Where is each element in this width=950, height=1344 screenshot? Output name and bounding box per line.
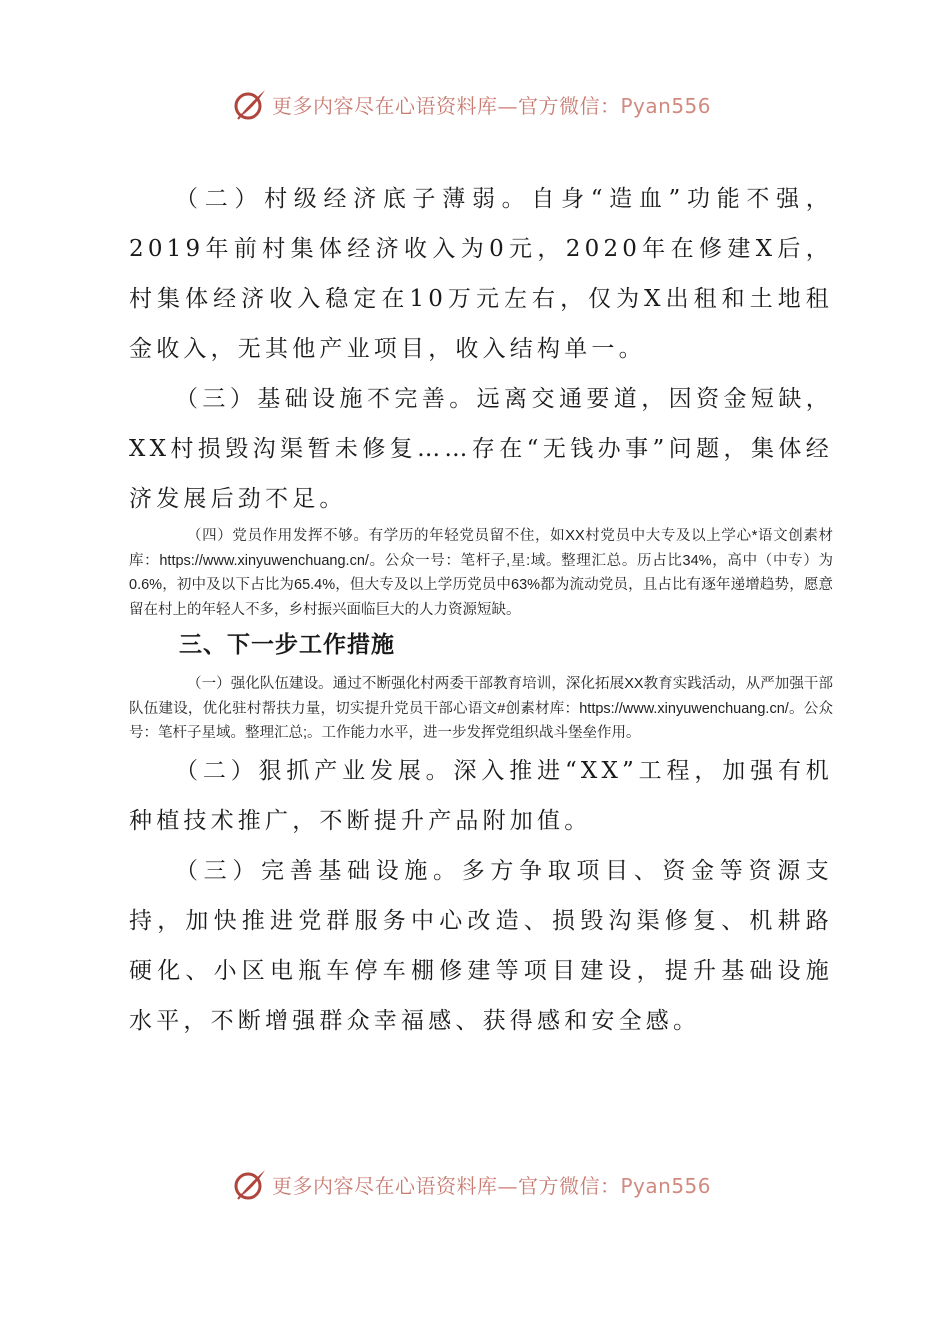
paragraph-village-economy: （二）村级经济底子薄弱。自身“造血”功能不强，2019年前村集体经济收入为0元，2020年在修建X后，村集体经济收入稳定在10万元左右，仅为X出租和土地租金收入，无其他产业项目，收入结构单一。 — [129, 186, 833, 362]
banner-main: 更多内容尽在心语资料库 — [272, 1173, 498, 1198]
banner-wechat-label: 官方微信： — [518, 1173, 621, 1198]
banner-wechat-id: Pyan556 — [620, 1173, 712, 1198]
footer-banner — [232, 1164, 711, 1204]
paragraph-improve-infrastructure: （三）完善基础设施。多方争取项目、资金等资源支持，加快推进党群服务中心改造、损毁沟渠修复、机耕路硬化、小区电瓶车停车棚修建等项目建设，提升基础设施水平，不断增强群众幸福感、获得感和安全感。 — [129, 857, 833, 1034]
paragraph-team-building: （一）强化队伍建设。通过不断强化村两委干部教育培训，深化拓展XX教育实践活动，从严加强干部队伍建设，优化驻村帮扶力量，切实提升党员干部心语文#创素材库：https://www.xinyuwenchuang.cn/。公众号：笔杆子星域。整理汇总;。工作能力水平，进一步发挥党组织战斗堡垒作用。 — [129, 676, 833, 741]
banner-wechat-id: Pyan556 — [620, 93, 712, 118]
banner-wechat-label: 官方微信： — [518, 93, 621, 118]
quill-logo-icon — [232, 86, 268, 122]
paragraph-industry-development: （二）狠抓产业发展。深入推进“XX”工程，加强有机种植技术推广，不断提升产品附加值。 — [129, 757, 833, 834]
banner-text — [272, 90, 711, 119]
banner-text — [272, 1170, 711, 1199]
quill-logo-icon — [232, 1166, 268, 1202]
banner-dash: — — [497, 1173, 518, 1198]
paragraph-infrastructure: （三）基础设施不完善。远离交通要道，因资金短缺，XX村损毁沟渠暂未修复……存在“无钱办事”问题，集体经济发展后劲不足。 — [129, 386, 833, 512]
banner-dash: — — [497, 93, 518, 118]
document-body — [129, 174, 833, 1046]
header-banner — [232, 84, 711, 124]
paragraph-party-members: （四）党员作用发挥不够。有学历的年轻党员留不住，如XX村党员中大专及以上学心*语文创素材库：https://www.xinyuwenchuang.cn/。公众一号：笔杆子,星:域。整理汇总。历占比34%，高中（中专）为0.6%，初中及以下占比为65.4%，但大专及以上学历党员中63%都为流动党员，且占比有逐年递增趋势，愿意留在村上的年轻人不多，乡村振兴面临巨大的人力资源短缺。 — [129, 528, 833, 618]
banner-main: 更多内容尽在心语资料库 — [272, 93, 498, 118]
section-heading: 三、下一步工作措施 — [179, 632, 395, 658]
